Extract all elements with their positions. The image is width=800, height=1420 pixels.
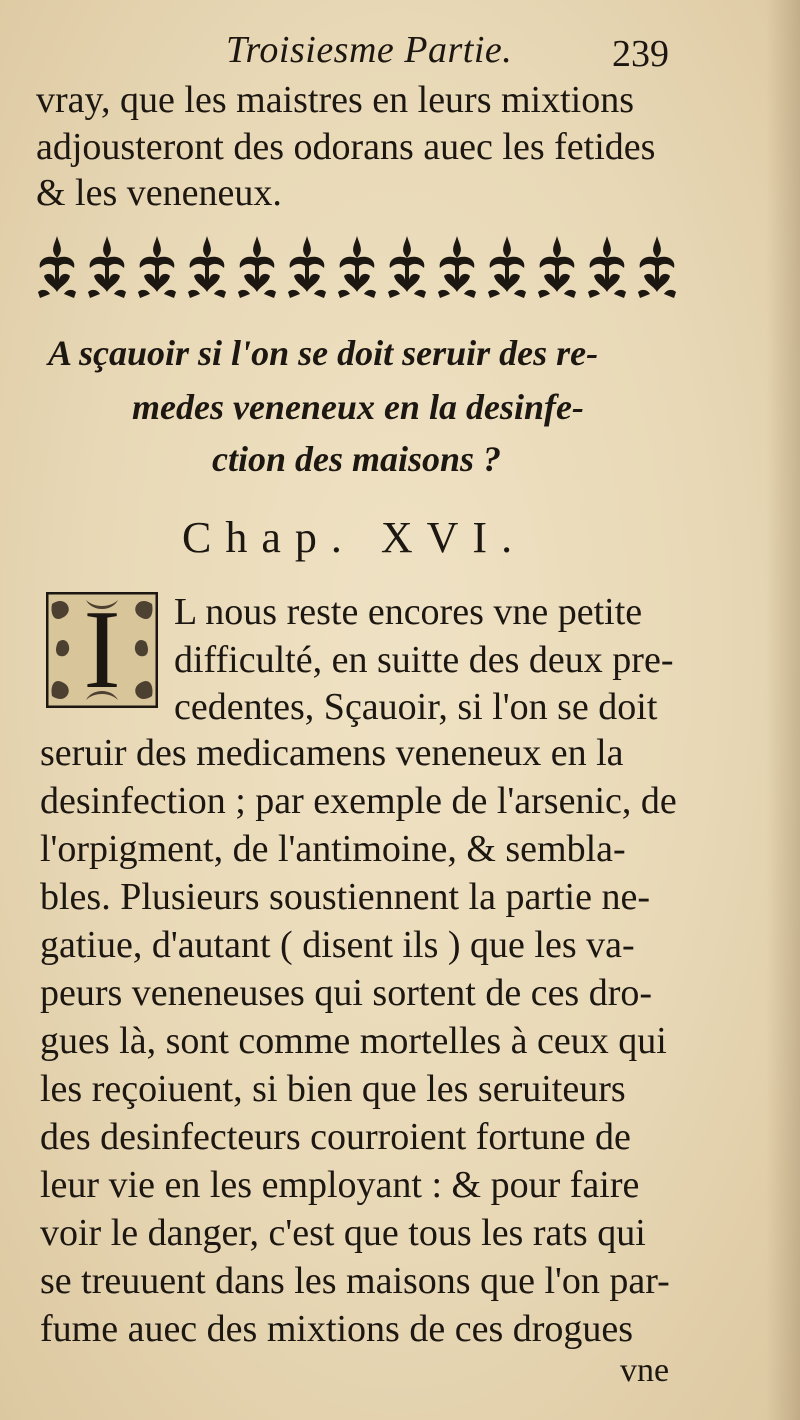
- text-line: bles. Plusieurs soustiennent la partie ne-: [40, 876, 650, 918]
- text-line: adjousteront des odorans auec les fetides: [36, 126, 656, 168]
- text-line: cedentes, Sçauoir, si l'on se doit: [174, 686, 658, 728]
- fleuron-icon: [38, 236, 76, 298]
- initial-letter: I: [83, 588, 121, 712]
- text-line: l'orpigment, de l'antimoine, & sembla-: [40, 828, 626, 870]
- text-line: des desinfecteurs courroient fortune de: [40, 1116, 631, 1158]
- text-line: desinfection ; par exemple de l'arsenic, de: [40, 780, 677, 822]
- text-line: gues là, sont comme mortelles à ceux qui: [40, 1020, 667, 1062]
- running-title: Troisiesme Partie.: [226, 29, 513, 71]
- fleuron-row-icon: [32, 232, 682, 304]
- chapter-title-line: A sçauoir si l'on se doit seruir des re-: [48, 333, 599, 373]
- text-line: peurs veneneuses qui sortent de ces dro-: [40, 972, 653, 1014]
- text-line: se treuuent dans les maisons que l'on par-: [40, 1260, 670, 1302]
- text-line: les reçoiuent, si bien que les seruiteurs: [40, 1068, 626, 1110]
- text-line: leur vie en les employant : & pour faire: [40, 1164, 640, 1206]
- page-number: 239: [612, 33, 669, 75]
- page-gutter-shadow: [766, 0, 800, 1420]
- chapter-number: Chap. XVI.: [182, 513, 527, 562]
- text-line: voir le danger, c'est que tous les rats qui: [40, 1212, 646, 1254]
- catchword: vne: [620, 1352, 670, 1389]
- chapter-title-line: medes veneneux en la desinfe-: [132, 387, 584, 427]
- text-line: L nous reste encores vne petite: [174, 591, 643, 633]
- text-line: difficulté, en suitte des deux pre-: [174, 639, 674, 681]
- text-line: seruir des medicamens veneneux en la: [40, 732, 624, 774]
- text-line: & les veneneux.: [36, 172, 282, 214]
- text-line: gatiue, d'autant ( disent ils ) que les va-: [40, 924, 635, 966]
- text-line: fume auec des mixtions de ces drogues: [40, 1308, 634, 1350]
- text-line: vray, que les maistres en leurs mixtions: [36, 79, 635, 121]
- running-head: [0, 18, 800, 74]
- decorated-initial-icon: [46, 588, 158, 712]
- chapter-title-line: ction des maisons ?: [212, 439, 502, 479]
